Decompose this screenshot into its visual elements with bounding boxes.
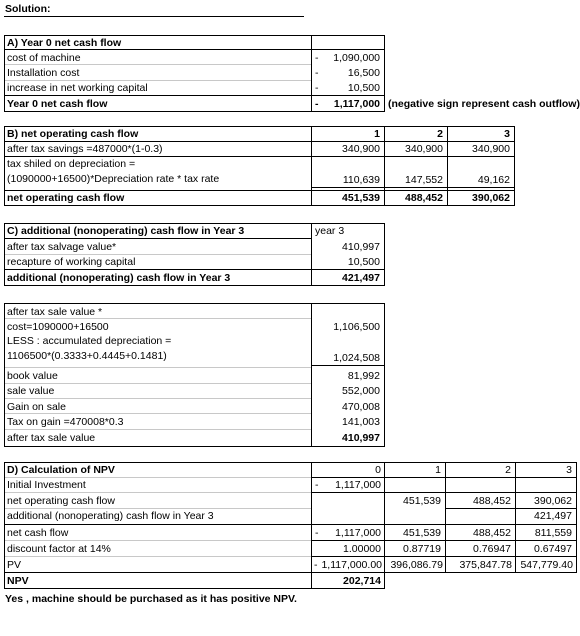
npv-label: NPV <box>7 575 29 587</box>
pv-value: 547,779.40 <box>520 559 573 571</box>
section-a-header: A) Year 0 net cash flow <box>7 37 122 49</box>
discount-factor-value: 1.00000 <box>343 543 381 555</box>
section-c-header: C) additional (nonoperating) cash flow in Year 3 <box>7 225 245 237</box>
npv-value: 202,714 <box>343 575 381 587</box>
minus-sign: - <box>315 67 319 79</box>
accumulated-depreciation-label: LESS : accumulated depreciation = <box>7 335 172 347</box>
net-operating-cash-flow-value: 451,539 <box>403 495 441 507</box>
net-cash-flow-value: 1,117,000 <box>335 527 381 539</box>
accumulated-depreciation-value: 1,024,508 <box>333 352 380 364</box>
row-value: 1,090,000 <box>333 52 380 64</box>
conclusion-text: Yes , machine should be purchased as it has positive NPV. <box>5 593 297 605</box>
row-value: 410,997 <box>342 241 380 253</box>
initial-investment-label: Initial Investment <box>7 479 86 491</box>
year-header: 1 <box>374 128 380 140</box>
net-operating-cash-flow-value: 390,062 <box>534 495 572 507</box>
row-label: cost of machine <box>7 52 81 64</box>
accumulated-depreciation-formula: 1106500*(0.3333+0.4445+0.1481) <box>7 350 167 362</box>
net-cash-flow-value: 488,452 <box>473 527 511 539</box>
discount-factor-label: discount factor at 14% <box>7 543 111 555</box>
pv-value: 396,086.79 <box>390 559 443 571</box>
year-header: 2 <box>437 128 443 140</box>
row-label: Installation cost <box>7 67 80 79</box>
tax-shield-label: tax shiled on depreciation = <box>7 158 136 170</box>
minus-sign: - <box>315 98 319 110</box>
row-value: 141,003 <box>342 416 380 428</box>
row-value: 16,500 <box>347 67 380 79</box>
net-cash-flow-label: net cash flow <box>7 527 69 539</box>
additional-cash-flow-value: 421,497 <box>534 510 572 522</box>
minus-sign: - <box>314 559 318 571</box>
net-operating-cash-flow-value: 488,452 <box>473 495 511 507</box>
after-tax-savings-label: after tax savings =487000*(1-0.3) <box>7 143 163 155</box>
net-cash-flow-value: 451,539 <box>403 527 441 539</box>
row-label: after tax salvage value* <box>7 241 117 253</box>
minus-sign: - <box>315 527 319 539</box>
row-label: Gain on sale <box>7 401 66 413</box>
after-tax-savings-value: 340,900 <box>342 143 380 155</box>
pv-value: 375,847.78 <box>459 559 512 571</box>
discount-factor-value: 0.76947 <box>473 543 511 555</box>
net-operating-cash-flow-label: net operating cash flow <box>7 192 125 204</box>
year-header: 3 <box>504 128 510 140</box>
net-operating-cash-flow-label: net operating cash flow <box>7 495 115 507</box>
net-operating-cash-flow-value: 390,062 <box>472 192 510 204</box>
sale-value-header: after tax sale value * <box>7 306 103 318</box>
row-value: 81,992 <box>347 370 380 382</box>
discount-factor-value: 0.67497 <box>534 543 572 555</box>
row-label: book value <box>7 370 58 382</box>
row-value: 410,997 <box>342 432 380 444</box>
section-b-header: B) net operating cash flow <box>7 128 139 140</box>
row-label: Tax on gain =470008*0.3 <box>7 416 124 428</box>
cash-outflow-note: (negative sign represent cash outflow) <box>388 98 580 110</box>
year3-column-header: year 3 <box>315 225 345 237</box>
net-cash-flow-value: 811,559 <box>534 527 572 539</box>
row-value: 1,117,000 <box>333 98 380 110</box>
minus-sign: - <box>315 479 319 491</box>
row-value: 10,500 <box>347 256 380 268</box>
row-value: 421,497 <box>342 272 380 284</box>
net-operating-cash-flow-value: 451,539 <box>342 192 380 204</box>
row-value: 470,008 <box>342 401 380 413</box>
pv-label: PV <box>7 559 22 571</box>
tax-shield-formula: (1090000+16500)*Depreciation rate * tax rate <box>7 173 220 185</box>
row-label: recapture of working capital <box>7 256 136 268</box>
solution-title: Solution: <box>5 3 51 15</box>
tax-shield-value: 110,639 <box>342 174 380 186</box>
row-value: 552,000 <box>342 385 380 397</box>
row-value: 10,500 <box>347 82 380 94</box>
row-label: sale value <box>7 385 55 397</box>
minus-sign: - <box>315 82 319 94</box>
cost-value: 1,106,500 <box>333 321 380 333</box>
net-operating-cash-flow-value: 488,452 <box>405 192 443 204</box>
after-tax-savings-value: 340,900 <box>405 143 443 155</box>
row-label: additional (nonoperating) cash flow in Year 3 <box>7 272 231 284</box>
cost-label: cost=1090000+16500 <box>7 321 109 333</box>
initial-investment-value: 1,117,000 <box>335 479 381 491</box>
row-label: increase in net working capital <box>7 82 148 94</box>
title-underline <box>4 16 304 17</box>
after-tax-savings-value: 340,900 <box>472 143 510 155</box>
additional-cash-flow-label: additional (nonoperating) cash flow in Year 3 <box>7 510 214 522</box>
row-label: Year 0 net cash flow <box>7 98 108 110</box>
tax-shield-value: 147,552 <box>405 174 443 186</box>
pv-value: 1,117,000.00 <box>321 559 382 571</box>
section-d-header: D) Calculation of NPV <box>7 464 115 476</box>
minus-sign: - <box>315 52 319 64</box>
year-header: 2 <box>505 464 511 476</box>
year-header: 1 <box>435 464 441 476</box>
discount-factor-value: 0.87719 <box>403 543 441 555</box>
year-header: 3 <box>566 464 572 476</box>
year-header: 0 <box>375 464 381 476</box>
row-label: after tax sale value <box>7 432 96 444</box>
tax-shield-value: 49,162 <box>477 174 510 186</box>
